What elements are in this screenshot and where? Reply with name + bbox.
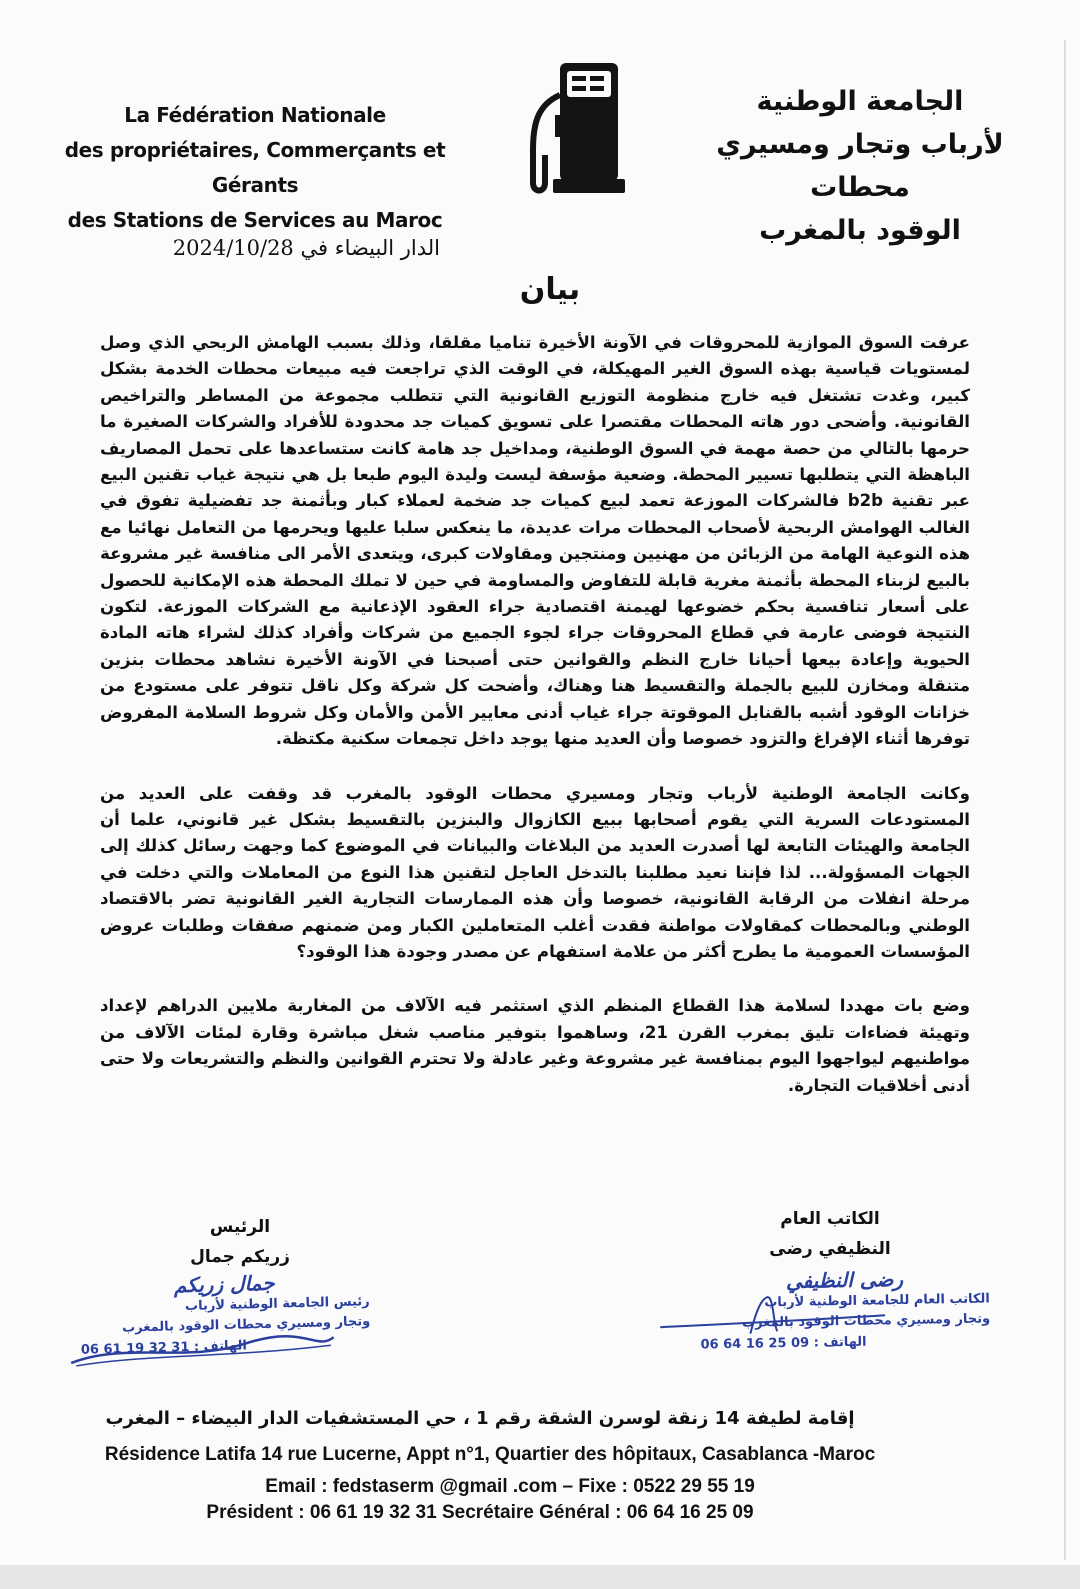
background-strip — [0, 1565, 1080, 1589]
stamp-line: وتجار ومسيري محطات الوقود بالمغرب — [121, 1314, 371, 1336]
president-handwritten-name: جمال زريكم — [173, 1270, 275, 1298]
body-paragraph: عرفت السوق الموازية للمحروقات في الآونة الأخيرة تناميا مقلقا، وذلك بسبب الهامش الربحي الذي وصل لمستويات قياسية بهذه السوق الغير المهيكلة، في الوقت الذي تراجعت فيه مبيعات محطات الخدمة بشكل كبير، وغدت تشتغل فيه خارج منظومة التوزيع القانونية التي تتطلب مجموعة من المساطر والتراخيص القانونية. وأضحى دور هاته المحطات مقتصرا على تسويق كميات جد محدودة للأفراد والشركات الصغيرة ما حرمها بالتالي من حصة مهمة في السوق الوطنية، ومداخيل جد هامة كانت ستساعدها على تحمل المصاريف الباهظة التي يتطلبها تسيير المحطة. وضعية مؤسفة ليست وليدة اليوم طبعا بل هي نتيجة غياب تقنين البيع عبر تقنية b2b فالشركات الموزعة تعمد لبيع كميات جد ضخمة لعملاء كبار وبأثمنة جد تفضيلية تفوق في الغالب الهوامش الربحية لأصحاب المحطات مرات عديدة، ما ينعكس سلبا عليها ويحرمها من التعامل نهائيا مع هذه النوعية الهامة من الزبائن من مهنيين ومنتجين ومقاولات كبرى، ويتعدى الأمر الى منافسة غير مشروعة بالبيع لزبناء المحطة بأثمنة مغرية قابلة للتفاوض والمساومة في حين لا تملك المحطة هذه الإمكانية للحصول على أسعار تنافسية بحكم خضوعها لهيمنة اقتصادية جراء العقود الإذعانية مع الشركات الموزعة. لتكون النتيجة فوضى عارمة في قطاع المحروقات جراء لجوء الجميع من شركات وأفراد كذلك لشراء هاته المادة الحيوية وإعادة بيعها أحيانا خارج النظم والقوانين حتى أصبحنا في الآونة الأخيرة نشاهد محطات بنزين متنقلة ومخازن للبيع بالجملة والتقسيط هنا وهناك، وأضحت كل شركة وكل ناقل تتوفر على مستودع من خزانات الوقود أشبه بالقنابل الموقوتة جراء غياب أدنى معايير الأمن والأمان وكل شروط السلامة المفروض توفرها أثناء الإفراغ والتزود خصوصا وأن العديد منها يوجد داخل تجمعات سكنية مكتظة. — [100, 333, 970, 749]
signature-scribble — [66, 1331, 337, 1368]
secretary-signature-block — [700, 1204, 960, 1264]
footer-contact: Email : fedstaserm @gmail .com – Fixe : 0522 29 55 19 — [265, 1476, 755, 1497]
president-name: زريكم جمال — [190, 1247, 290, 1267]
president-stamp — [79, 1268, 371, 1362]
document-title: بيان — [519, 272, 581, 307]
body-paragraph: وكانت الجامعة الوطنية لأرباب وتجار ومسيري محطات الوقود بالمغرب قد وقفت على العديد من المستودعات السرية التي يقوم أصحابها ببيع الكازوال والبنزين بالتقسيط بشكل غير قانوني، علما أن الجامعة والهيئات التابعة لها أصدرت العديد من البلاغات والبيانات في الموضوع كما وجهت رسائل كذلك إلى الجهات المسؤولة... لذا فإننا نعيد مطلبنا بالتدخل العاجل لتقنين هذا النوع من المعاملات والتي دخلت في مرحلة انفلات من الرقابة القانونية، خصوصا وأن هذه الممارسات التجارية الغير القانونية تضر بالاقتصاد الوطني وبالمحطات كمقاولات مواطنة فقدت أغلب المتعاملين الكبار ومن ضمنهم صفقات وطلبات عروض المؤسسات العمومية ما يطرح أكثر من علامة استفهام عن مصدر وجودة هذا الوقود؟ — [100, 783, 970, 961]
statement-body — [100, 330, 970, 1099]
french-letterhead-line: des Stations de Services au Maroc — [67, 208, 443, 232]
arabic-letterhead-line: الجامعة الوطنية — [756, 86, 964, 117]
stamp-line: رئيس الجامعة الوطنية لأرباب — [184, 1294, 370, 1315]
footer-phones: Président : 06 61 19 32 31 Secrétaire Général : 06 64 16 25 09 — [206, 1502, 754, 1523]
stamp-phone: الهاتف : 31 32 19 61 06 — [80, 1338, 248, 1358]
body-paragraph: وضع بات مهددا لسلامة هذا القطاع المنظم الذي استثمر فيه الآلاف من المغاربة ملايين الدراهم لإعداد وتهيئة فضاءات تليق بمغرب القرن 21، وساهموا بتوفير مناصب شغل مباشرة وقارة لمئات الآلاف من مواطنيهم ليواجهوا اليوم بمنافسة غير مشروعة وغير عادلة ولا تحترم القوانين والنظم والتشريعات ولا حتى أدنى أخلاقيات التجارة. — [100, 996, 970, 1095]
secretary-handwritten-name: رضى النظيفي — [785, 1266, 904, 1294]
page-fold-shadow — [1064, 40, 1066, 1560]
secretary-name: النظيفي رضى — [769, 1239, 891, 1259]
president-signature-block — [110, 1212, 370, 1272]
arabic-letterhead — [690, 80, 1030, 252]
french-letterhead — [40, 98, 470, 238]
arabic-letterhead-line: لأرباب وتجار ومسيري محطات — [716, 129, 1004, 203]
footer-french-address: Résidence Latifa 14 rue Lucerne, Appt n°1, Quartier des hôpitaux, Casablanca -Maroc — [104, 1444, 876, 1465]
french-letterhead-line: des propriétaires, Commerçants et Gérants — [64, 138, 446, 197]
date-line: الدار البيضاء في 2024/10/28 — [172, 236, 440, 260]
footer-arabic-address: إقامة لطيفة 14 زنقة لوسرن الشقة رقم 1 ، حي المستشفيات الدار البيضاء – المغرب — [105, 1408, 855, 1429]
secretary-stamp — [699, 1265, 990, 1356]
arabic-letterhead-line: الوقود بالمغرب — [759, 215, 961, 246]
stamp-line: وتجار ومسيري محطات الوقود بالمغرب — [741, 1311, 991, 1331]
fuel-pump-icon — [515, 55, 640, 205]
stamp-line: الكاتب العام للجامعة الوطنية لأرباب — [764, 1291, 990, 1311]
signature-scribble — [655, 1292, 956, 1337]
president-role: الرئيس — [209, 1217, 271, 1237]
stamp-phone: الهاتف : 09 25 16 64 06 — [700, 1334, 867, 1353]
french-letterhead-line: La Fédération Nationale — [124, 103, 386, 127]
secretary-role: الكاتب العام — [780, 1209, 880, 1229]
